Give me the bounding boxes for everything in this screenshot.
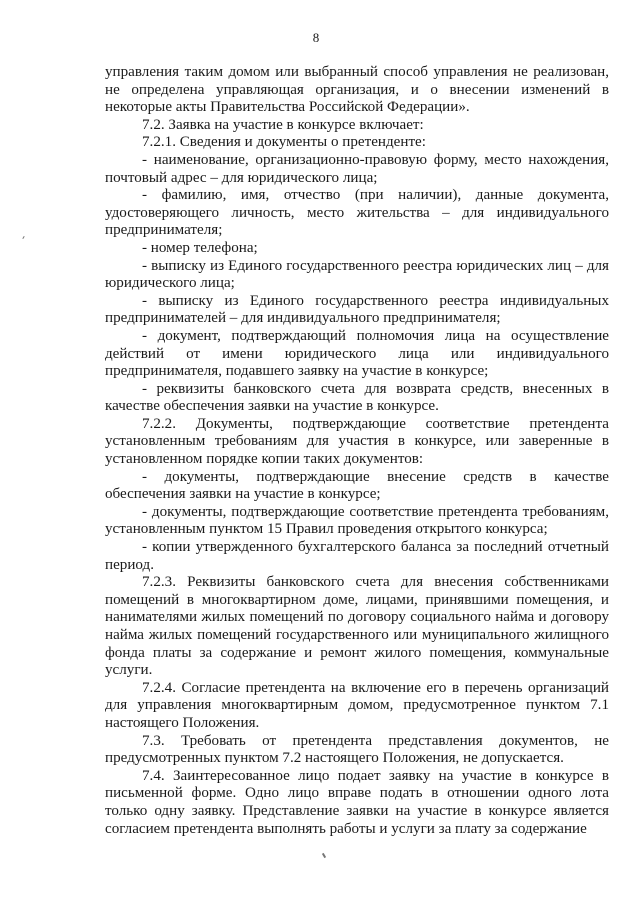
paragraph: - фамилию, имя, отчество (при наличии), данные документа, удостоверяющего личность, место жительства – для индивидуального предпринимателя; bbox=[105, 187, 609, 239]
paragraph: управления таким домом или выбранный способ управления не реализован, не определена управляющая организация, и о внесении изменений в некоторые акты Правительства Российской Федерации». bbox=[105, 64, 609, 116]
scan-speck bbox=[322, 853, 326, 858]
paragraph: 7.2.3. Реквизиты банковского счета для внесения собственниками помещений в многоквартирном доме, лицами, принявшими помещения, и нанимателями жилых помещений по договору социального найма и договору найма жилых помещений государственного или муниципального жилищного фонда платы за содержание и ремонт жилого помещения, коммунальные услуги. bbox=[105, 574, 609, 679]
paragraph: - реквизиты банковского счета для возврата средств, внесенных в качестве обеспечения заявки на участие в конкурсе. bbox=[105, 380, 609, 415]
paragraph: - документы, подтверждающие соответствие претендента требованиям, установленным пунктом 15 Правил проведения открытого конкурса; bbox=[105, 503, 609, 538]
paragraph: - выписку из Единого государственного реестра юридических лиц – для юридического лица; bbox=[105, 257, 609, 292]
paragraph: - выписку из Единого государственного реестра индивидуальных предпринимателей – для индивидуального предпринимателя; bbox=[105, 292, 609, 327]
document-body bbox=[105, 64, 609, 838]
paragraph: 7.2.2. Документы, подтверждающие соответствие претендента установленным требованиям для участия в конкурсе, или заверенные в установленном порядке копии таких документов: bbox=[105, 415, 609, 468]
paragraph: - документы, подтверждающие внесение средств в качестве обеспечения заявки на участие в конкурсе; bbox=[105, 468, 609, 503]
paragraph: - документ, подтверждающий полномочия лица на осуществление действий от имени юридического лица или индивидуального предпринимателя, подавшего заявку на участие в конкурсе; bbox=[105, 327, 609, 380]
paragraph: 7.2. Заявка на участие в конкурсе включает: bbox=[142, 116, 424, 133]
page-number: 8 bbox=[312, 30, 320, 45]
paragraph: - копии утвержденного бухгалтерского баланса за последний отчетный период. bbox=[105, 539, 609, 573]
paragraph: 7.2.1. Сведения и документы о претенденте: bbox=[142, 134, 426, 151]
paragraph: 7.2.4. Согласие претендента на включение его в перечень организаций для управления многоквартирным домом, предусмотренное пунктом 7.1 настоящего Положения. bbox=[105, 679, 609, 731]
paragraph: 7.4. Заинтересованное лицо подает заявку на участие в конкурсе в письменной форме. Одно лицо вправе подать в отношении одного лота только одну заявку. Представление заявки на участие в конкурсе является согласием претендента выполнять работы и услуги за плату за содержание bbox=[105, 767, 609, 837]
paragraph: - номер телефона; bbox=[142, 239, 258, 256]
paragraph: 7.3. Требовать от претендента представления документов, не предусмотренных пунктом 7.2 настоящего Положения, не допускается. bbox=[105, 732, 609, 767]
paragraph: - наименование, организационно-правовую форму, место нахождения, почтовый адрес – для юридического лица; bbox=[105, 151, 609, 186]
scan-speck bbox=[22, 236, 24, 239]
